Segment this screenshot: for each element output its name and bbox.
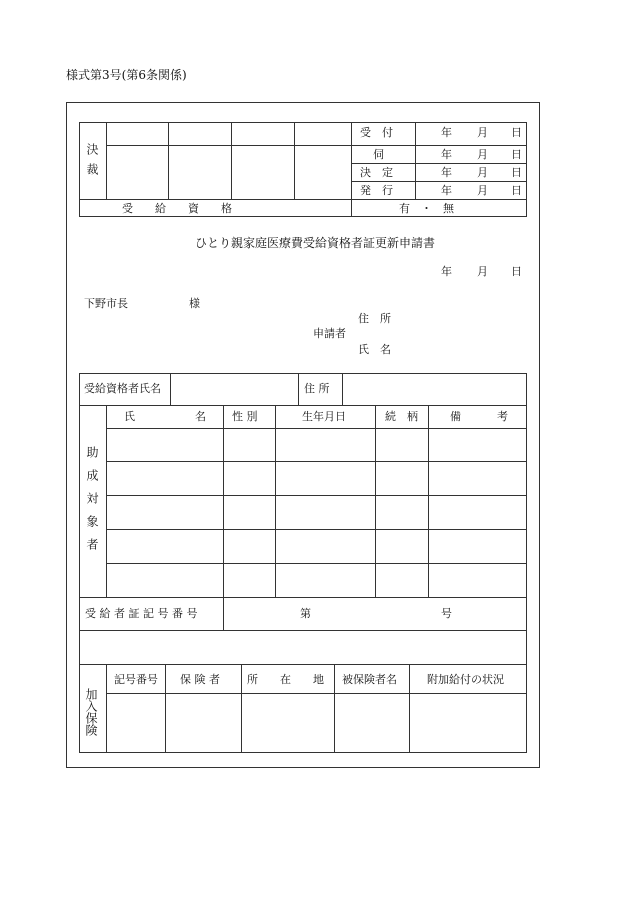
header-insurer: 保 険 者: [180, 673, 220, 686]
decision-decided-label: 決 定: [360, 166, 393, 179]
addressee-honorific: 様: [189, 297, 200, 310]
header-relation: 続 柄: [385, 410, 418, 423]
inquiry-month: 月: [477, 148, 488, 161]
decided-year: 年: [441, 166, 452, 179]
cert-number-go: 号: [441, 607, 452, 620]
header-sex: 性 別: [232, 410, 258, 423]
issued-month: 月: [477, 184, 488, 197]
issued-day: 日: [511, 184, 522, 197]
insurance-label: 加入保険: [84, 688, 98, 736]
header-remarks-2: 考: [497, 410, 508, 423]
header-insurance-number: 記号番号: [114, 673, 158, 686]
header-birth: 生年月日: [302, 410, 346, 423]
applicant-label: 申請者: [313, 327, 346, 340]
inquiry-day: 日: [511, 148, 522, 161]
header-name-2: 名: [195, 410, 206, 423]
addressee-name: 下野市長: [84, 297, 128, 310]
date-year: 年: [441, 265, 452, 278]
cert-number-dai: 第: [300, 607, 311, 620]
decided-day: 日: [511, 166, 522, 179]
header-insured-name: 被保険者名: [342, 673, 397, 686]
qualification-value: 有 ・ 無: [399, 202, 454, 215]
decision-issued-label: 発 行: [360, 184, 393, 197]
recipient-address-label: 住 所: [304, 382, 330, 395]
header-remarks-1: 備: [450, 410, 461, 423]
received-year: 年: [441, 126, 452, 139]
issued-year: 年: [441, 184, 452, 197]
received-day: 日: [511, 126, 522, 139]
received-month: 月: [477, 126, 488, 139]
applicant-address-label: 住 所: [358, 312, 391, 325]
form-label: 様式第3号(第6条関係): [66, 68, 187, 82]
decision-received-label: 受 付: [360, 126, 393, 139]
header-benefit: 附加給付の状況: [427, 673, 504, 686]
header-location: 所 在 地: [247, 673, 324, 686]
date-day: 日: [511, 265, 522, 278]
decided-month: 月: [477, 166, 488, 179]
inquiry-year: 年: [441, 148, 452, 161]
form-title: ひとり親家庭医療費受給資格者証更新申請書: [194, 236, 435, 250]
decision-label: 決裁: [85, 143, 99, 183]
applicant-name-label: 氏 名: [358, 343, 391, 356]
decision-inquiry-label: 伺: [373, 148, 384, 161]
header-name-1: 氏: [124, 410, 135, 423]
date-month: 月: [477, 265, 488, 278]
recipient-name-label: 受給資格者氏名: [84, 382, 161, 395]
subjects-label: 助成対象者: [85, 446, 99, 561]
qualification-label: 受 給 資 格: [122, 202, 232, 215]
cert-number-label: 受 給 者 証 記 号 番 号: [85, 607, 198, 620]
